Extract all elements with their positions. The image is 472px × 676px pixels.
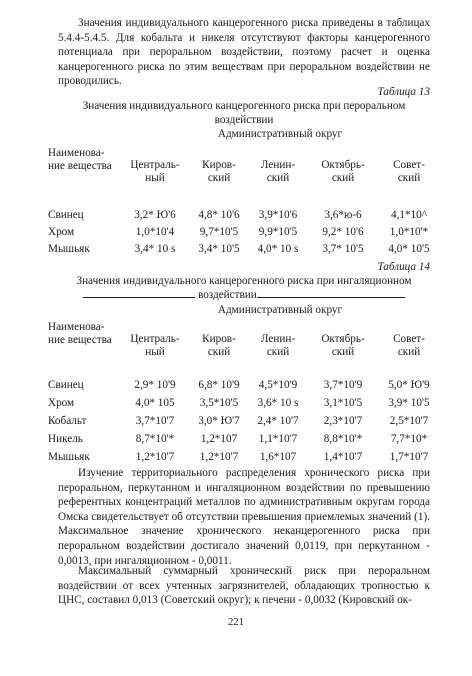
table13-substance-header: Наименова- ние вещества [48, 146, 112, 172]
table-row: Мышьяк 3,4* 10 s 3,4* 10'5 4,0* 10 s 3,7* 10'5 4,0* 10'5 [48, 242, 430, 255]
table-row: Кобальт 3,7*10'7 3,0* Ю'7 2,4* 10'7 2,3*10'7 2,5*10'7 [48, 414, 429, 427]
table14-col-kirov: Киров- ский [202, 332, 236, 358]
table-row: Никель 8,7*10'* 1,2*107 1,1*10'7 8,8*10'* 7,7*10* [48, 432, 428, 445]
table13-col-oktyabr: Октябрь- ский [321, 158, 365, 184]
table14-title: Значения индивидуального канцерогенного риска при ингаляционном воздействии [76, 275, 412, 301]
page-number: 221 [228, 617, 244, 628]
intro-paragraph: Значения индивидуального канцерогенного риска приведены в таблицах 5.4.4-5.4.5. Для кобальта и никеля отсутствуют факторы канцерогенного потенциала при пероральном воздействии, поэтому расчет и оценка канцерогенного риска по этим веществам при пероральном воздействии не проводились. [58, 17, 430, 88]
table13-district-header: Административный округ [217, 128, 343, 140]
table-row: Хром 4,0* 105 3,5*10'5 3,6* 10 s 3,1*10'5 3,9* 10'5 [48, 396, 430, 409]
table13-title: Значения индивидуального канцерогенного риска при пероральном воздействии [82, 100, 406, 126]
table14-substance-header: Наименова- ние вещества [48, 320, 112, 346]
table13-caption: Таблица 13 [377, 86, 430, 98]
chronic-risk-paragraph: Изучение территориального распределения хронического риска при пероральном, перкутанном и ингаляционном воздействии по превышению референтных концентраций металлов по административным округам города Омска свидетельствует об отсутствии превышения приемлемых значений (1). Максимальное значение хронического неканцерогенного риска при пероральном воздействии достигало значений 0,0119, при перкутанном - 0,0013, при ингаляционном - 0,0011. [58, 467, 430, 567]
table13-col-lenin: Ленин- ский [260, 158, 296, 184]
table13-col-sovet: Совет- ский [393, 158, 425, 184]
total-risk-paragraph: Максимальный суммарный хронический риск при пероральном воздействии от всех учтенных загрязнителей, обладающих тропностью к ЦНС, составил 0,013 (Советский округ); к печени - 0,0032 (Кировский ок- [58, 565, 430, 607]
table14 [48, 304, 440, 469]
table13-col-central: Централь- ный [130, 158, 180, 184]
table14-col-oktyabr: Октябрь- ский [321, 332, 365, 358]
table13 [48, 128, 440, 260]
table-row: Свинец 2,9* 10'9 6,8* 10'9 4,5*10'9 3,7*10'9 5,0* Ю'9 [48, 378, 430, 391]
table14-col-lenin: Ленин- ский [260, 332, 296, 358]
table-row: Свинец 3,2* Ю'6 4,8* 10'6 3,9*10'6 3,6*ю-6 4,1*10^ [48, 208, 427, 221]
table14-caption: Таблица 14 [377, 261, 430, 273]
table-row: Мышьяк 1,2*10'7 1,2*10'7 1,6*107 1,4*10'7 1,7*10'7 [48, 450, 429, 463]
table14-col-central: Централь- ный [130, 332, 180, 358]
table14-col-sovet: Совет- ский [393, 332, 425, 358]
table-row: Хром 1,0*10'4 9,7*10'5 9,9*10'5 9,2* 10'6 1,0*10'* [48, 225, 429, 238]
table14-district-header: Административный округ [217, 304, 343, 316]
table13-col-kirov: Киров- ский [202, 158, 236, 184]
